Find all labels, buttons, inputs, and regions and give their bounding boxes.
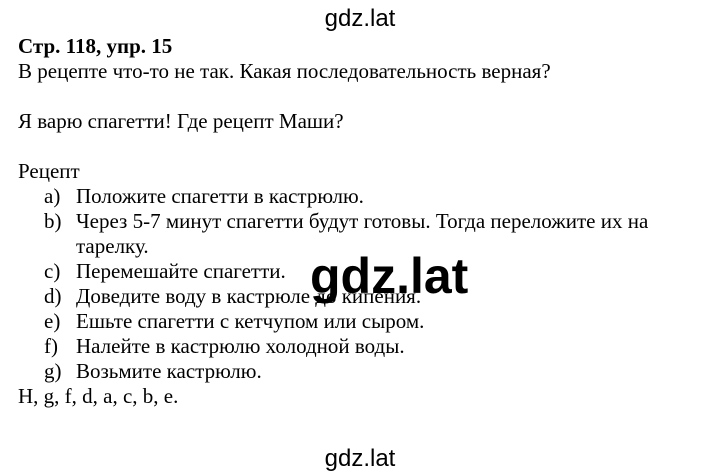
spacer (18, 134, 708, 159)
list-item (18, 359, 708, 384)
step-marker: d) (44, 284, 62, 308)
step-text: Положите спагетти в кастрюлю. (76, 184, 364, 208)
step-marker: f) (44, 334, 58, 358)
step-marker: c) (44, 259, 61, 283)
task-text: В рецепте что-то не так. Какая последовательность верная? (18, 59, 551, 83)
list-item (18, 309, 708, 334)
step-marker: a) (44, 184, 61, 208)
document-body (18, 34, 708, 409)
step-marker: e) (44, 309, 61, 333)
step-marker: g) (44, 359, 62, 383)
step-text: Налейте в кастрюлю холодной воды. (76, 334, 405, 358)
step-text: Доведите воду в кастрюле до кипения. (76, 284, 422, 308)
exercise-heading: Стр. 118, упр. 15 (18, 34, 173, 58)
step-text: Через 5-7 минут спагетти будут готовы. Тогда переложите их на тарелку. (76, 209, 649, 258)
dialogue-text: Я варю спагетти! Где рецепт Маши? (18, 109, 344, 133)
watermark-top: gdz.lat (324, 5, 396, 32)
watermark-bottom: gdz.lat (324, 445, 396, 472)
step-text: Перемешайте спагетти. (76, 259, 286, 283)
watermark-middle: gdz.lat (310, 248, 469, 304)
list-item (18, 334, 708, 359)
spacer (18, 84, 708, 109)
list-item (18, 184, 708, 209)
answer-text: H, g, f, d, a, c, b, e. (18, 384, 179, 408)
step-marker: b) (44, 209, 62, 233)
step-text: Ешьте спагетти с кетчупом или сыром. (76, 309, 425, 333)
recipe-label: Рецепт (18, 159, 80, 183)
step-text: Возьмите кастрюлю. (76, 359, 262, 383)
